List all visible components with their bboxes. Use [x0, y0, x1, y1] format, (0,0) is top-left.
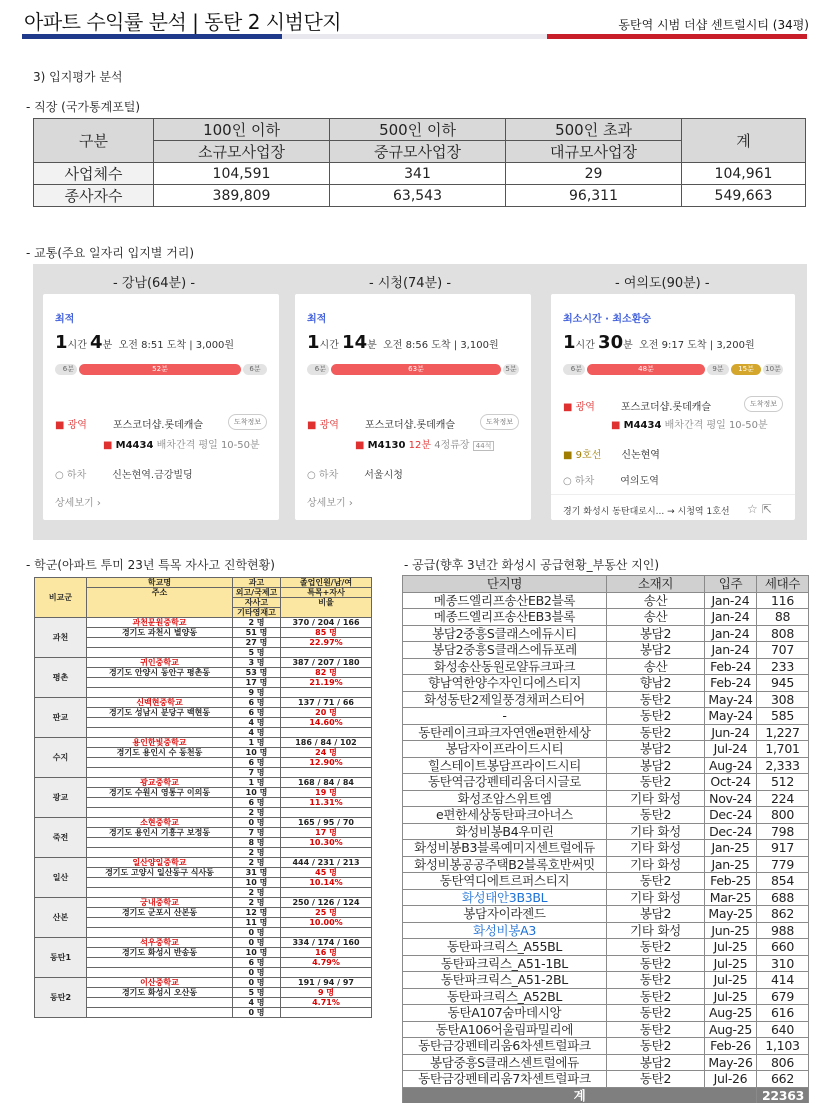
- table-row: 봉담자이프라이드시티 봉담2 Jul-24 1,701: [403, 741, 809, 758]
- route-timeline-bar: 6분 63분 5분: [307, 364, 519, 375]
- table-row: 동탄역금강펜테리움더시글로 동탄2 Oct-24 512: [403, 774, 809, 791]
- table-row: 봉담자이라젠드 봉담2 May-25 862: [403, 906, 809, 923]
- school-row: 6 명 12.90%: [35, 758, 372, 768]
- table-row: 메종드엘리프송산EB3블록 송산 Jan-24 88: [403, 609, 809, 626]
- route-card-gangnam[interactable]: 최적 1시간 4분 오전 8:51 도착 | 3,000원 6분 52분 6분 ■ 광역 포스코더샵.롯데캐슬 도착정보 ■ M4434 배차간격 평일 10-50분 ○ 하차 신논현역.금강빌딩 상세보기 ›: [43, 294, 279, 520]
- school-address: 경기도 용인시 기흥구 보정동: [87, 828, 233, 838]
- school-row: 0 명: [35, 968, 372, 978]
- bus-icon: ■: [55, 420, 65, 431]
- page-subtitle: 동탄역 시범 더샵 센트럴시티 (34평): [618, 18, 809, 32]
- route-duration: 1시간 30분 오전 9:17 도착 | 3,200원: [563, 332, 755, 353]
- bus-icon: ■: [355, 440, 365, 451]
- school-row: 동탄1 석우중학교 0 명 334 / 174 / 160: [35, 938, 372, 948]
- school-row: 경기도 용인시 수 동천동 10 명 24 명: [35, 748, 372, 758]
- supply-table: [402, 575, 809, 1103]
- school-area: 산본: [35, 898, 87, 938]
- school-row: 27 명 22.97%: [35, 638, 372, 648]
- section-heading-supply: - 공급(향후 3년간 화성시 공급현황_부동산 지인): [404, 558, 660, 572]
- school-row: 경기도 안양시 동안구 평촌동 53 명 82 명: [35, 668, 372, 678]
- school-row: 4 명: [35, 728, 372, 738]
- school-address: 경기도 화성시 반송동: [87, 948, 233, 958]
- section-heading-workplace: - 직장 (국가통계포털): [26, 100, 141, 114]
- details-link[interactable]: 상세보기 ›: [55, 498, 101, 509]
- stop-icon: ○: [307, 470, 316, 481]
- table-row: - 동탄2 May-24 585: [403, 708, 809, 725]
- school-name: 소현중학교: [87, 818, 233, 828]
- header-large-bottom: 대규모사업장: [506, 141, 682, 163]
- school-row: 0 명: [35, 1008, 372, 1018]
- school-table: 비교군 학교명 과고 졸업인원/남/여 주소 외고/국제고 특목+자사 자사고 비율 기타영재고 과천 과천문원중학교 2 명 370 / 204 / 166 경기도 과천시 별양동 51 명 85 명 27 명 22.97% 5 명 평촌 귀인중학교 3 명 387 / 207 / 180 경기도 안양시 동안구 평촌동 53 명 82 명 17 명 21.19% 9 명 판교 신백현중학교 6 명 137 / 71 / 66 경기도 성남시 분당구 백현동 6 명 20 명 4 명 14.60% 4 명 수지 용인한빛중학교 1 명 186 / 84 / 102 경기도 용인시 수 동천동 10 명 24 명 6 명 12.90% 7 명 광교 광교중학교 1 명 168 / 84 / 84 경기도 수원시 영통구 이의동 10 명 19 명 6 명 11.31% 2 명 죽전 소현중학교 0 명 165 / 95 / 70 경기도 용인시 기흥구 보정동 7 명 17 명 8 명 10.30% 2 명 일산 일산양일중학교 2 명 444 / 231 / 213 경기도 고양시 일산동구 식사동 31 명 45 명 10 명 10.14% 2 명 산본 궁내중학교 2 명 250 / 126 / 124 경기도 군포시 산본동 12 명 25 명 11 명 10.00% 0 명 동탄1 석우중학교 0 명 334 / 174 / 160 경기도 화성시 반송동 10 명 16 명 6 명 4.79% 0 명 동탄2 이산중학교 0 명 191 / 94 / 97 경기도 화성시 오산동 5 명 9 명 4 명 4.71% 0 명: [34, 577, 372, 1018]
- school-address: 경기도 고양시 일산동구 식사동: [87, 868, 233, 878]
- school-row: 일산 일산양일중학교 2 명 444 / 231 / 213: [35, 858, 372, 868]
- table-row: 화성비봉B3블록예미지센트럴에듀 기타 화성 Jan-25 917: [403, 840, 809, 857]
- chevron-right-icon: ›: [348, 498, 353, 509]
- table-row: 동탄A106어울림파밀리에 동탄2 Aug-25 640: [403, 1021, 809, 1038]
- table-row: 동탄파크릭스_A51-2BL 동탄2 Jul-25 414: [403, 972, 809, 989]
- bus-icon: ■: [563, 402, 573, 413]
- school-area: 광교: [35, 778, 87, 818]
- school-row: 5 명: [35, 648, 372, 658]
- header-households: 세대수: [757, 576, 809, 593]
- table-row: 화성태안3B3BL 기타 화성 Mar-25 688: [403, 889, 809, 906]
- table-row: 화성송산동원로얄듀크파크 송산 Feb-24 233: [403, 658, 809, 675]
- transit-panel: [33, 264, 807, 540]
- school-row: 경기도 고양시 일산동구 식사동 31 명 45 명: [35, 868, 372, 878]
- school-name: 일산양일중학교: [87, 858, 233, 868]
- table-row: 봉담중흥S클래스센트럴에듀 봉담2 May-26 806: [403, 1054, 809, 1071]
- school-address: 경기도 용인시 수 동천동: [87, 748, 233, 758]
- subway-icon: ■: [563, 450, 573, 461]
- school-row: 0 명: [35, 928, 372, 938]
- school-row: 경기도 용인시 기흥구 보정동 7 명 17 명: [35, 828, 372, 838]
- school-area: 과천: [35, 618, 87, 658]
- route-timeline-bar: 6분 48분 9분 15분 10분: [563, 364, 783, 375]
- school-row: 산본 궁내중학교 2 명 250 / 126 / 124: [35, 898, 372, 908]
- bus-icon: ■: [307, 420, 317, 431]
- star-icon: ☆: [747, 502, 758, 516]
- arrival-info-button[interactable]: 도착정보: [480, 414, 519, 430]
- table-row: 동탄파크릭스_A52BL 동탄2 Jul-25 679: [403, 988, 809, 1005]
- school-row: 9 명: [35, 688, 372, 698]
- section-heading-transit: - 교통(주요 일자리 입지별 거리): [26, 246, 195, 260]
- school-name: 귀인중학교: [87, 658, 233, 668]
- school-row: 과천 과천문원중학교 2 명 370 / 204 / 166: [35, 618, 372, 628]
- school-row: 수지 용인한빛중학교 1 명 186 / 84 / 102: [35, 738, 372, 748]
- table-row: 사업체수 104,591 341 29 104,961: [34, 163, 806, 185]
- header-complex: 단지명: [403, 576, 607, 593]
- table-row: 봉담2중흥S클래스에듀시티 봉담2 Jan-24 808: [403, 625, 809, 642]
- school-row: 경기도 군포시 산본동 12 명 25 명: [35, 908, 372, 918]
- page-title: 아파트 수익률 분석 | 동탄 2 시범단지: [24, 10, 342, 34]
- school-name: 석우중학교: [87, 938, 233, 948]
- route-duration: 1시간 4분 오전 8:51 도착 | 3,000원: [55, 332, 235, 353]
- header-category: 구분: [34, 119, 154, 163]
- school-row: 광교 광교중학교 1 명 168 / 84 / 84: [35, 778, 372, 788]
- header-medium-top: 500인 이하: [330, 119, 506, 141]
- table-row: 화성비봉A3 기타 화성 Jun-25 988: [403, 922, 809, 939]
- header-large-top: 500인 초과: [506, 119, 682, 141]
- school-row: 4 명 4.71%: [35, 998, 372, 1008]
- school-row: 경기도 과천시 별양동 51 명 85 명: [35, 628, 372, 638]
- school-name: 이산중학교: [87, 978, 233, 988]
- school-row: 2 명: [35, 848, 372, 858]
- table-row: 향남역한양수자인디에스티지 향남2 Feb-24 945: [403, 675, 809, 692]
- details-link[interactable]: 상세보기 ›: [307, 498, 353, 509]
- school-row: 6 명 11.31%: [35, 798, 372, 808]
- section-heading-school: - 학군(아파트 투미 23년 특목 자사고 진학현황): [26, 558, 275, 572]
- route-duration: 1시간 14분 오전 8:56 도착 | 3,100원: [307, 332, 499, 353]
- table-row: 봉담2중흥S클래스에듀포레 봉담2 Jan-24 707: [403, 642, 809, 659]
- school-row: 동탄2 이산중학교 0 명 191 / 94 / 97: [35, 978, 372, 988]
- table-row: 힐스테이트봉담프라이드시티 봉담2 Aug-24 2,333: [403, 757, 809, 774]
- school-row: 2 명: [35, 808, 372, 818]
- school-row: 평촌 귀인중학교 3 명 387 / 207 / 180: [35, 658, 372, 668]
- total-row: 계 22363: [403, 1087, 809, 1103]
- table-row: 화성동탄2제일풍경채퍼스티어 동탄2 May-24 308: [403, 691, 809, 708]
- school-area: 죽전: [35, 818, 87, 858]
- school-row: 4 명 14.60%: [35, 718, 372, 728]
- section-heading-location: 3) 입지평가 분석: [33, 70, 123, 84]
- school-row: 죽전 소현중학교 0 명 165 / 95 / 70: [35, 818, 372, 828]
- chevron-right-icon: ›: [96, 498, 101, 509]
- school-area: 수지: [35, 738, 87, 778]
- arrival-info-button[interactable]: 도착정보: [744, 396, 783, 412]
- table-row: 동탄금강펜테리움7차센트럴파크 동탄2 Jul-26 662: [403, 1071, 809, 1088]
- school-name: 용인한빛중학교: [87, 738, 233, 748]
- school-address: 경기도 화성시 오산동: [87, 988, 233, 998]
- school-row: 10 명 10.14%: [35, 878, 372, 888]
- header-movein: 입주: [705, 576, 757, 593]
- bus-icon: ■: [611, 420, 621, 431]
- header-divider-bar: [22, 34, 807, 39]
- school-address: 경기도 안양시 동안구 평촌동: [87, 668, 233, 678]
- school-address: 경기도 군포시 산본동: [87, 908, 233, 918]
- school-row: 경기도 화성시 반송동 10 명 16 명: [35, 948, 372, 958]
- school-row: 6 명 4.79%: [35, 958, 372, 968]
- table-row: 동탄파크릭스_A51-1BL 동탄2 Jul-25 310: [403, 955, 809, 972]
- header-small-top: 100인 이하: [154, 119, 330, 141]
- school-address: 경기도 과천시 별양동: [87, 628, 233, 638]
- route-card-cityhall[interactable]: 최적 1시간 14분 오전 8:56 도착 | 3,100원 6분 63분 5분 ■ 광역 포스코더샵.롯데캐슬 도착정보 ■ M4130 12분 4정류장 44석 ○ 하차 서울시청 상세보기 ›: [295, 294, 531, 520]
- school-area: 동탄1: [35, 938, 87, 978]
- table-row: 동탄파크릭스_A55BL 동탄2 Jul-25 660: [403, 939, 809, 956]
- school-name: 광교중학교: [87, 778, 233, 788]
- school-row: 8 명 10.30%: [35, 838, 372, 848]
- share-icon: ⇱: [761, 502, 772, 516]
- table-row: 화성조암스위트엠 기타 화성 Nov-24 224: [403, 790, 809, 807]
- school-row: 2 명: [35, 888, 372, 898]
- school-address: 경기도 수원시 영통구 이의동: [87, 788, 233, 798]
- table-row: e편한세상동탄파크아너스 동탄2 Dec-24 800: [403, 807, 809, 824]
- transit-title-gangnam: - 강남(64분) -: [113, 276, 196, 291]
- header-area: 비교군: [35, 578, 87, 618]
- header-location: 소재지: [607, 576, 705, 593]
- school-area: 판교: [35, 698, 87, 738]
- stop-icon: ○: [55, 470, 64, 481]
- school-area: 일산: [35, 858, 87, 898]
- school-name: 궁내중학교: [87, 898, 233, 908]
- school-row: 판교 신백현중학교 6 명 137 / 71 / 66: [35, 698, 372, 708]
- school-name: 신백현중학교: [87, 698, 233, 708]
- table-row: 동탄A107숨마데시앙 동탄2 Aug-25 616: [403, 1005, 809, 1022]
- table-row: 화성비봉공공주택B2블록호반써밋 기타 화성 Jan-25 779: [403, 856, 809, 873]
- table-row: 메종드엘리프송산EB2블록 송산 Jan-24 116: [403, 592, 809, 609]
- bus-icon: ■: [103, 440, 113, 451]
- school-row: 경기도 성남시 분당구 백현동 6 명 20 명: [35, 708, 372, 718]
- school-row: 17 명 21.19%: [35, 678, 372, 688]
- school-row: 7 명: [35, 768, 372, 778]
- school-name: 과천문원중학교: [87, 618, 233, 628]
- table-row: 동탄금강펜테리움6차센트럴파크 동탄2 Feb-26 1,103: [403, 1038, 809, 1055]
- school-row: 경기도 화성시 오산동 5 명 9 명: [35, 988, 372, 998]
- transit-title-yeouido: - 여의도(90분) -: [615, 276, 710, 291]
- table-row: 동탄레이크파크자연앤e편한세상 동탄2 Jun-24 1,227: [403, 724, 809, 741]
- transit-title-cityhall: - 시청(74분) -: [369, 276, 452, 291]
- school-area: 평촌: [35, 658, 87, 698]
- route-timeline-bar: 6분 52분 6분: [55, 364, 267, 375]
- arrival-info-button[interactable]: 도착정보: [228, 414, 267, 430]
- header-total: 계: [682, 119, 806, 163]
- table-row: 종사자수 389,809 63,543 96,311 549,663: [34, 185, 806, 207]
- header-medium-bottom: 중규모사업장: [330, 141, 506, 163]
- table-row: 동탄역디에트르퍼스티지 동탄2 Feb-25 854: [403, 873, 809, 890]
- route-card-yeouido[interactable]: 최소시간 · 최소환승 1시간 30분 오전 9:17 도착 | 3,200원 6분 48분 9분 15분 10분 ■ 광역 포스코더샵.롯데캐슬 도착정보 ■ M4434 배차간격 평일 10-50분 ■ 9호선 신논현역 ○ 하차 여의도역 경기 화성시 동탄대로시... → 시청역 1호선 ☆ ⇱: [551, 294, 795, 520]
- school-row: 경기도 수원시 영통구 이의동 10 명 19 명: [35, 788, 372, 798]
- stop-icon: ○: [563, 476, 572, 487]
- school-area: 동탄2: [35, 978, 87, 1018]
- table-row: 화성비봉B4우미린 기타 화성 Dec-24 798: [403, 823, 809, 840]
- workplace-table: [33, 118, 806, 207]
- header-small-bottom: 소규모사업장: [154, 141, 330, 163]
- school-row: 11 명 10.00%: [35, 918, 372, 928]
- school-address: 경기도 성남시 분당구 백현동: [87, 708, 233, 718]
